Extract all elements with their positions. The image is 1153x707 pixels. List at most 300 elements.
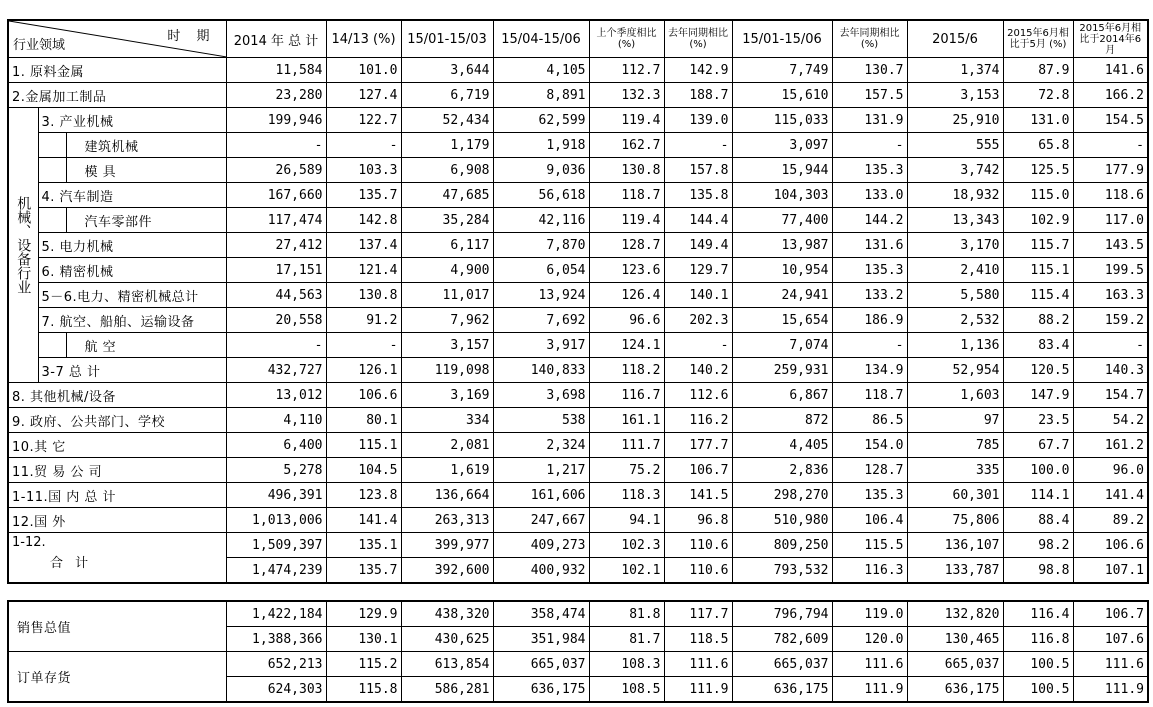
value-cell: 118.6 (1073, 183, 1148, 208)
table-row (8, 358, 1148, 383)
value-cell: 665,037 (907, 652, 1003, 677)
value-cell: 116.8 (1003, 627, 1073, 652)
value-cell: 3,153 (907, 83, 1003, 108)
value-cell: 140.3 (1073, 358, 1148, 383)
row-label: 1. 原料金属 (8, 58, 226, 83)
value-cell: 1,603 (907, 383, 1003, 408)
value-cell: 106.6 (1073, 533, 1148, 558)
indent-spacer (38, 133, 66, 158)
value-cell: 18,932 (907, 183, 1003, 208)
value-cell: 118.3 (589, 483, 664, 508)
row-label: 10.其 它 (8, 433, 226, 458)
value-cell: 6,054 (493, 258, 589, 283)
value-cell: 120.5 (1003, 358, 1073, 383)
row-label: 汽车零部件 (66, 208, 226, 233)
value-cell: 115.2 (326, 652, 401, 677)
value-cell: 117.7 (664, 601, 732, 627)
value-cell: 157.5 (832, 83, 907, 108)
value-cell: 121.4 (326, 258, 401, 283)
value-cell: 135.3 (832, 158, 907, 183)
value-cell: 5,580 (907, 283, 1003, 308)
value-cell: 15,944 (732, 158, 832, 183)
value-cell: 111.6 (1073, 652, 1148, 677)
value-cell: 8,891 (493, 83, 589, 108)
column-header: 去年同期相比 (%) (832, 20, 907, 58)
value-cell: 4,900 (401, 258, 493, 283)
value-cell: 123.8 (326, 483, 401, 508)
value-cell: 106.7 (1073, 601, 1148, 627)
value-cell: 4,110 (226, 408, 326, 433)
value-cell: 4,105 (493, 58, 589, 83)
value-cell: 117.0 (1073, 208, 1148, 233)
value-cell: 120.0 (832, 627, 907, 652)
value-cell: - (832, 333, 907, 358)
value-cell: 793,532 (732, 558, 832, 584)
row-label: 8. 其他机械/设备 (8, 383, 226, 408)
value-cell: 141.4 (326, 508, 401, 533)
value-cell: 96.6 (589, 308, 664, 333)
column-header: 15/04-15/06 (493, 20, 589, 58)
value-cell: 3,170 (907, 233, 1003, 258)
value-cell: 6,867 (732, 383, 832, 408)
value-cell: 124.1 (589, 333, 664, 358)
table-row (8, 108, 1148, 133)
value-cell: 161,606 (493, 483, 589, 508)
value-cell: 1,619 (401, 458, 493, 483)
table-row (8, 433, 1148, 458)
value-cell: 636,175 (732, 677, 832, 703)
value-cell: 118.5 (664, 627, 732, 652)
value-cell: 3,742 (907, 158, 1003, 183)
value-cell: 96.0 (1073, 458, 1148, 483)
value-cell: 636,175 (907, 677, 1003, 703)
value-cell: 9,036 (493, 158, 589, 183)
indent-spacer (38, 208, 66, 233)
value-cell: 104.5 (326, 458, 401, 483)
value-cell: 496,391 (226, 483, 326, 508)
value-cell: 259,931 (732, 358, 832, 383)
value-cell: 118.2 (589, 358, 664, 383)
value-cell: 111.9 (832, 677, 907, 703)
value-cell: 88.4 (1003, 508, 1073, 533)
value-cell: - (664, 333, 732, 358)
column-header: 去年同期相比 (%) (664, 20, 732, 58)
summary-row (8, 652, 1148, 677)
value-cell: 392,600 (401, 558, 493, 584)
value-cell: 140.2 (664, 358, 732, 383)
value-cell: 116.7 (589, 383, 664, 408)
value-cell: 25,910 (907, 108, 1003, 133)
indent-spacer (38, 333, 66, 358)
value-cell: 144.2 (832, 208, 907, 233)
value-cell: 115.7 (1003, 233, 1073, 258)
value-cell: 1,136 (907, 333, 1003, 358)
value-cell: 1,013,006 (226, 508, 326, 533)
value-cell: 555 (907, 133, 1003, 158)
row-label: 5－6.电力、精密机械总计 (38, 283, 226, 308)
value-cell: 13,343 (907, 208, 1003, 233)
value-cell: 131.9 (832, 108, 907, 133)
value-cell: 130,465 (907, 627, 1003, 652)
value-cell: 60,301 (907, 483, 1003, 508)
value-cell: 111.6 (664, 652, 732, 677)
table-row (8, 483, 1148, 508)
value-cell: 122.7 (326, 108, 401, 133)
corner-header-cell (8, 20, 226, 58)
row-label: 3-7 总 计 (38, 358, 226, 383)
value-cell: 20,558 (226, 308, 326, 333)
value-cell: 131.6 (832, 233, 907, 258)
value-cell: 177.7 (664, 433, 732, 458)
value-cell: 11,584 (226, 58, 326, 83)
value-cell: 133,787 (907, 558, 1003, 584)
value-cell: 1,374 (907, 58, 1003, 83)
value-cell: 116.3 (832, 558, 907, 584)
value-cell: 135.3 (832, 483, 907, 508)
value-cell: 116.2 (664, 408, 732, 433)
value-cell: 3,097 (732, 133, 832, 158)
value-cell: 24,941 (732, 283, 832, 308)
value-cell: 142.8 (326, 208, 401, 233)
value-cell: 133.0 (832, 183, 907, 208)
table-row (8, 408, 1148, 433)
value-cell: 110.6 (664, 533, 732, 558)
value-cell: 15,654 (732, 308, 832, 333)
value-cell: 199,946 (226, 108, 326, 133)
summary-table (7, 600, 1149, 703)
value-cell: 94.1 (589, 508, 664, 533)
value-cell: 110.6 (664, 558, 732, 584)
value-cell: 186.9 (832, 308, 907, 333)
table-row (8, 58, 1148, 83)
value-cell: 129.7 (664, 258, 732, 283)
value-cell: - (326, 133, 401, 158)
value-cell: 149.4 (664, 233, 732, 258)
value-cell: 27,412 (226, 233, 326, 258)
value-cell: 118.7 (832, 383, 907, 408)
value-cell: 3,644 (401, 58, 493, 83)
value-cell: 98.8 (1003, 558, 1073, 584)
value-cell: 141.6 (1073, 58, 1148, 83)
column-header: 15/01-15/06 (732, 20, 832, 58)
value-cell: 154.0 (832, 433, 907, 458)
table-row (8, 283, 1148, 308)
value-cell: 7,870 (493, 233, 589, 258)
value-cell: 128.7 (832, 458, 907, 483)
value-cell: 111.9 (1073, 677, 1148, 703)
value-cell: 144.4 (664, 208, 732, 233)
value-cell: 809,250 (732, 533, 832, 558)
value-cell: 47,685 (401, 183, 493, 208)
header-row (8, 20, 1148, 58)
value-cell: 7,962 (401, 308, 493, 333)
value-cell: 263,313 (401, 508, 493, 533)
row-label: 3. 产业机械 (38, 108, 226, 133)
column-header: 2015年6月相比于2014年6月 (1073, 20, 1148, 58)
value-cell: 115.1 (326, 433, 401, 458)
value-cell: 782,609 (732, 627, 832, 652)
value-cell: 104,303 (732, 183, 832, 208)
table-row (8, 333, 1148, 358)
total-label-cell (8, 533, 226, 584)
group-label-machinery: 机械、设备行业 (8, 108, 38, 383)
total-label: 合 计 (50, 556, 93, 571)
value-cell: 202.3 (664, 308, 732, 333)
indent-spacer (38, 158, 66, 183)
value-cell: 127.4 (326, 83, 401, 108)
value-cell: 161.1 (589, 408, 664, 433)
value-cell: 13,987 (732, 233, 832, 258)
value-cell: 103.3 (326, 158, 401, 183)
value-cell: 101.0 (326, 58, 401, 83)
value-cell: 177.9 (1073, 158, 1148, 183)
value-cell: 75.2 (589, 458, 664, 483)
value-cell: 108.5 (589, 677, 664, 703)
value-cell: 1,422,184 (226, 601, 326, 627)
value-cell: 139.0 (664, 108, 732, 133)
value-cell: 2,836 (732, 458, 832, 483)
value-cell: 298,270 (732, 483, 832, 508)
value-cell: 115.5 (832, 533, 907, 558)
value-cell: 97 (907, 408, 1003, 433)
value-cell: 91.2 (326, 308, 401, 333)
value-cell: 785 (907, 433, 1003, 458)
value-cell: 399,977 (401, 533, 493, 558)
value-cell: 796,794 (732, 601, 832, 627)
column-header: 2014 年 总 计 (226, 20, 326, 58)
value-cell: 358,474 (493, 601, 589, 627)
value-cell: 11,017 (401, 283, 493, 308)
value-cell: 140.1 (664, 283, 732, 308)
value-cell: 13,012 (226, 383, 326, 408)
value-cell: 665,037 (493, 652, 589, 677)
value-cell: 3,917 (493, 333, 589, 358)
value-cell: 624,303 (226, 677, 326, 703)
table-row (8, 258, 1148, 283)
value-cell: 118.7 (589, 183, 664, 208)
column-header: 2015/6 (907, 20, 1003, 58)
value-cell: 102.9 (1003, 208, 1073, 233)
value-cell: 613,854 (401, 652, 493, 677)
value-cell: 166.2 (1073, 83, 1148, 108)
value-cell: 163.3 (1073, 283, 1148, 308)
value-cell: 147.9 (1003, 383, 1073, 408)
value-cell: 334 (401, 408, 493, 433)
value-cell: - (1073, 133, 1148, 158)
value-cell: 67.7 (1003, 433, 1073, 458)
value-cell: 107.1 (1073, 558, 1148, 584)
value-cell: 102.1 (589, 558, 664, 584)
row-label: 建筑机械 (66, 133, 226, 158)
value-cell: 54.2 (1073, 408, 1148, 433)
value-cell: 102.3 (589, 533, 664, 558)
row-label: 5. 电力机械 (38, 233, 226, 258)
value-cell: 7,692 (493, 308, 589, 333)
value-cell: 538 (493, 408, 589, 433)
value-cell: 167,660 (226, 183, 326, 208)
value-cell: 159.2 (1073, 308, 1148, 333)
value-cell: 23,280 (226, 83, 326, 108)
value-cell: 143.5 (1073, 233, 1148, 258)
value-cell: 132.3 (589, 83, 664, 108)
summary-row (8, 601, 1148, 627)
value-cell: 117,474 (226, 208, 326, 233)
value-cell: 83.4 (1003, 333, 1073, 358)
value-cell: 6,400 (226, 433, 326, 458)
value-cell: 23.5 (1003, 408, 1073, 433)
value-cell: 134.9 (832, 358, 907, 383)
value-cell: 107.6 (1073, 627, 1148, 652)
column-header: 上个季度相比 (%) (589, 20, 664, 58)
value-cell: 135.1 (326, 533, 401, 558)
value-cell: 130.8 (589, 158, 664, 183)
value-cell: 88.2 (1003, 308, 1073, 333)
value-cell: 141.5 (664, 483, 732, 508)
value-cell: 115.1 (1003, 258, 1073, 283)
value-cell: 6,719 (401, 83, 493, 108)
value-cell: 1,179 (401, 133, 493, 158)
value-cell: 136,107 (907, 533, 1003, 558)
value-cell: - (326, 333, 401, 358)
value-cell: 115.4 (1003, 283, 1073, 308)
value-cell: 126.1 (326, 358, 401, 383)
value-cell: 142.9 (664, 58, 732, 83)
value-cell: 75,806 (907, 508, 1003, 533)
row-label: 11.贸 易 公 司 (8, 458, 226, 483)
value-cell: 129.9 (326, 601, 401, 627)
value-cell: 586,281 (401, 677, 493, 703)
value-cell: 106.4 (832, 508, 907, 533)
value-cell: 116.4 (1003, 601, 1073, 627)
value-cell: 351,984 (493, 627, 589, 652)
row-label: 9. 政府、公共部门、学校 (8, 408, 226, 433)
value-cell: 72.8 (1003, 83, 1073, 108)
value-cell: - (226, 133, 326, 158)
value-cell: 81.7 (589, 627, 664, 652)
value-cell: 154.7 (1073, 383, 1148, 408)
value-cell: 6,908 (401, 158, 493, 183)
table-row (8, 158, 1148, 183)
value-cell: 1,918 (493, 133, 589, 158)
period-label: 时 期 (167, 29, 216, 44)
orders-table (7, 19, 1149, 584)
value-cell: 106.7 (664, 458, 732, 483)
column-header: 15/01-15/03 (401, 20, 493, 58)
value-cell: 119.4 (589, 208, 664, 233)
value-cell: 114.1 (1003, 483, 1073, 508)
value-cell: - (226, 333, 326, 358)
value-cell: 35,284 (401, 208, 493, 233)
value-cell: 133.2 (832, 283, 907, 308)
value-cell: 65.8 (1003, 133, 1073, 158)
summary-label: 销售总值 (8, 601, 226, 652)
value-cell: 100.5 (1003, 652, 1073, 677)
value-cell: 81.8 (589, 601, 664, 627)
table-row-total (8, 533, 1148, 558)
value-cell: 123.6 (589, 258, 664, 283)
value-cell: 137.4 (326, 233, 401, 258)
value-cell: 119.0 (832, 601, 907, 627)
value-cell: 135.8 (664, 183, 732, 208)
value-cell: 112.7 (589, 58, 664, 83)
value-cell: 62,599 (493, 108, 589, 133)
value-cell: - (1073, 333, 1148, 358)
value-cell: 106.6 (326, 383, 401, 408)
value-cell: 100.5 (1003, 677, 1073, 703)
value-cell: 872 (732, 408, 832, 433)
value-cell: 6,117 (401, 233, 493, 258)
row-label: 2.金属加工制品 (8, 83, 226, 108)
value-cell: 135.7 (326, 558, 401, 584)
value-cell: 130.7 (832, 58, 907, 83)
table-row (8, 208, 1148, 233)
value-cell: 115.0 (1003, 183, 1073, 208)
value-cell: 80.1 (326, 408, 401, 433)
value-cell: 115.8 (326, 677, 401, 703)
value-cell: 15,610 (732, 83, 832, 108)
value-cell: 161.2 (1073, 433, 1148, 458)
value-cell: 7,074 (732, 333, 832, 358)
value-cell: 112.6 (664, 383, 732, 408)
table-row (8, 183, 1148, 208)
value-cell: 157.8 (664, 158, 732, 183)
value-cell: 136,664 (401, 483, 493, 508)
table-row (8, 233, 1148, 258)
value-cell: 1,388,366 (226, 627, 326, 652)
value-cell: 2,081 (401, 433, 493, 458)
value-cell: 438,320 (401, 601, 493, 627)
value-cell: 44,563 (226, 283, 326, 308)
row-label: 1-11.国 内 总 计 (8, 483, 226, 508)
value-cell: 400,932 (493, 558, 589, 584)
table-row (8, 308, 1148, 333)
column-header: 14/13 (%) (326, 20, 401, 58)
value-cell: 162.7 (589, 133, 664, 158)
value-cell: 13,924 (493, 283, 589, 308)
row-label: 航 空 (66, 333, 226, 358)
value-cell: 119,098 (401, 358, 493, 383)
value-cell: 130.8 (326, 283, 401, 308)
summary-label: 订单存货 (8, 652, 226, 703)
value-cell: 652,213 (226, 652, 326, 677)
value-cell: 510,980 (732, 508, 832, 533)
value-cell: 665,037 (732, 652, 832, 677)
value-cell: 1,217 (493, 458, 589, 483)
value-cell: 89.2 (1073, 508, 1148, 533)
value-cell: 87.9 (1003, 58, 1073, 83)
value-cell: 7,749 (732, 58, 832, 83)
value-cell: 52,434 (401, 108, 493, 133)
value-cell: 111.9 (664, 677, 732, 703)
value-cell: 409,273 (493, 533, 589, 558)
value-cell: 42,116 (493, 208, 589, 233)
value-cell: 77,400 (732, 208, 832, 233)
value-cell: 108.3 (589, 652, 664, 677)
value-cell: 131.0 (1003, 108, 1073, 133)
value-cell: 154.5 (1073, 108, 1148, 133)
value-cell: 188.7 (664, 83, 732, 108)
value-cell: 10,954 (732, 258, 832, 283)
value-cell: 5,278 (226, 458, 326, 483)
value-cell: 247,667 (493, 508, 589, 533)
value-cell: 26,589 (226, 158, 326, 183)
value-cell: 3,169 (401, 383, 493, 408)
value-cell: 432,727 (226, 358, 326, 383)
value-cell: 1,474,239 (226, 558, 326, 584)
value-cell: 111.7 (589, 433, 664, 458)
row-label: 模 具 (66, 158, 226, 183)
value-cell: 1,509,397 (226, 533, 326, 558)
